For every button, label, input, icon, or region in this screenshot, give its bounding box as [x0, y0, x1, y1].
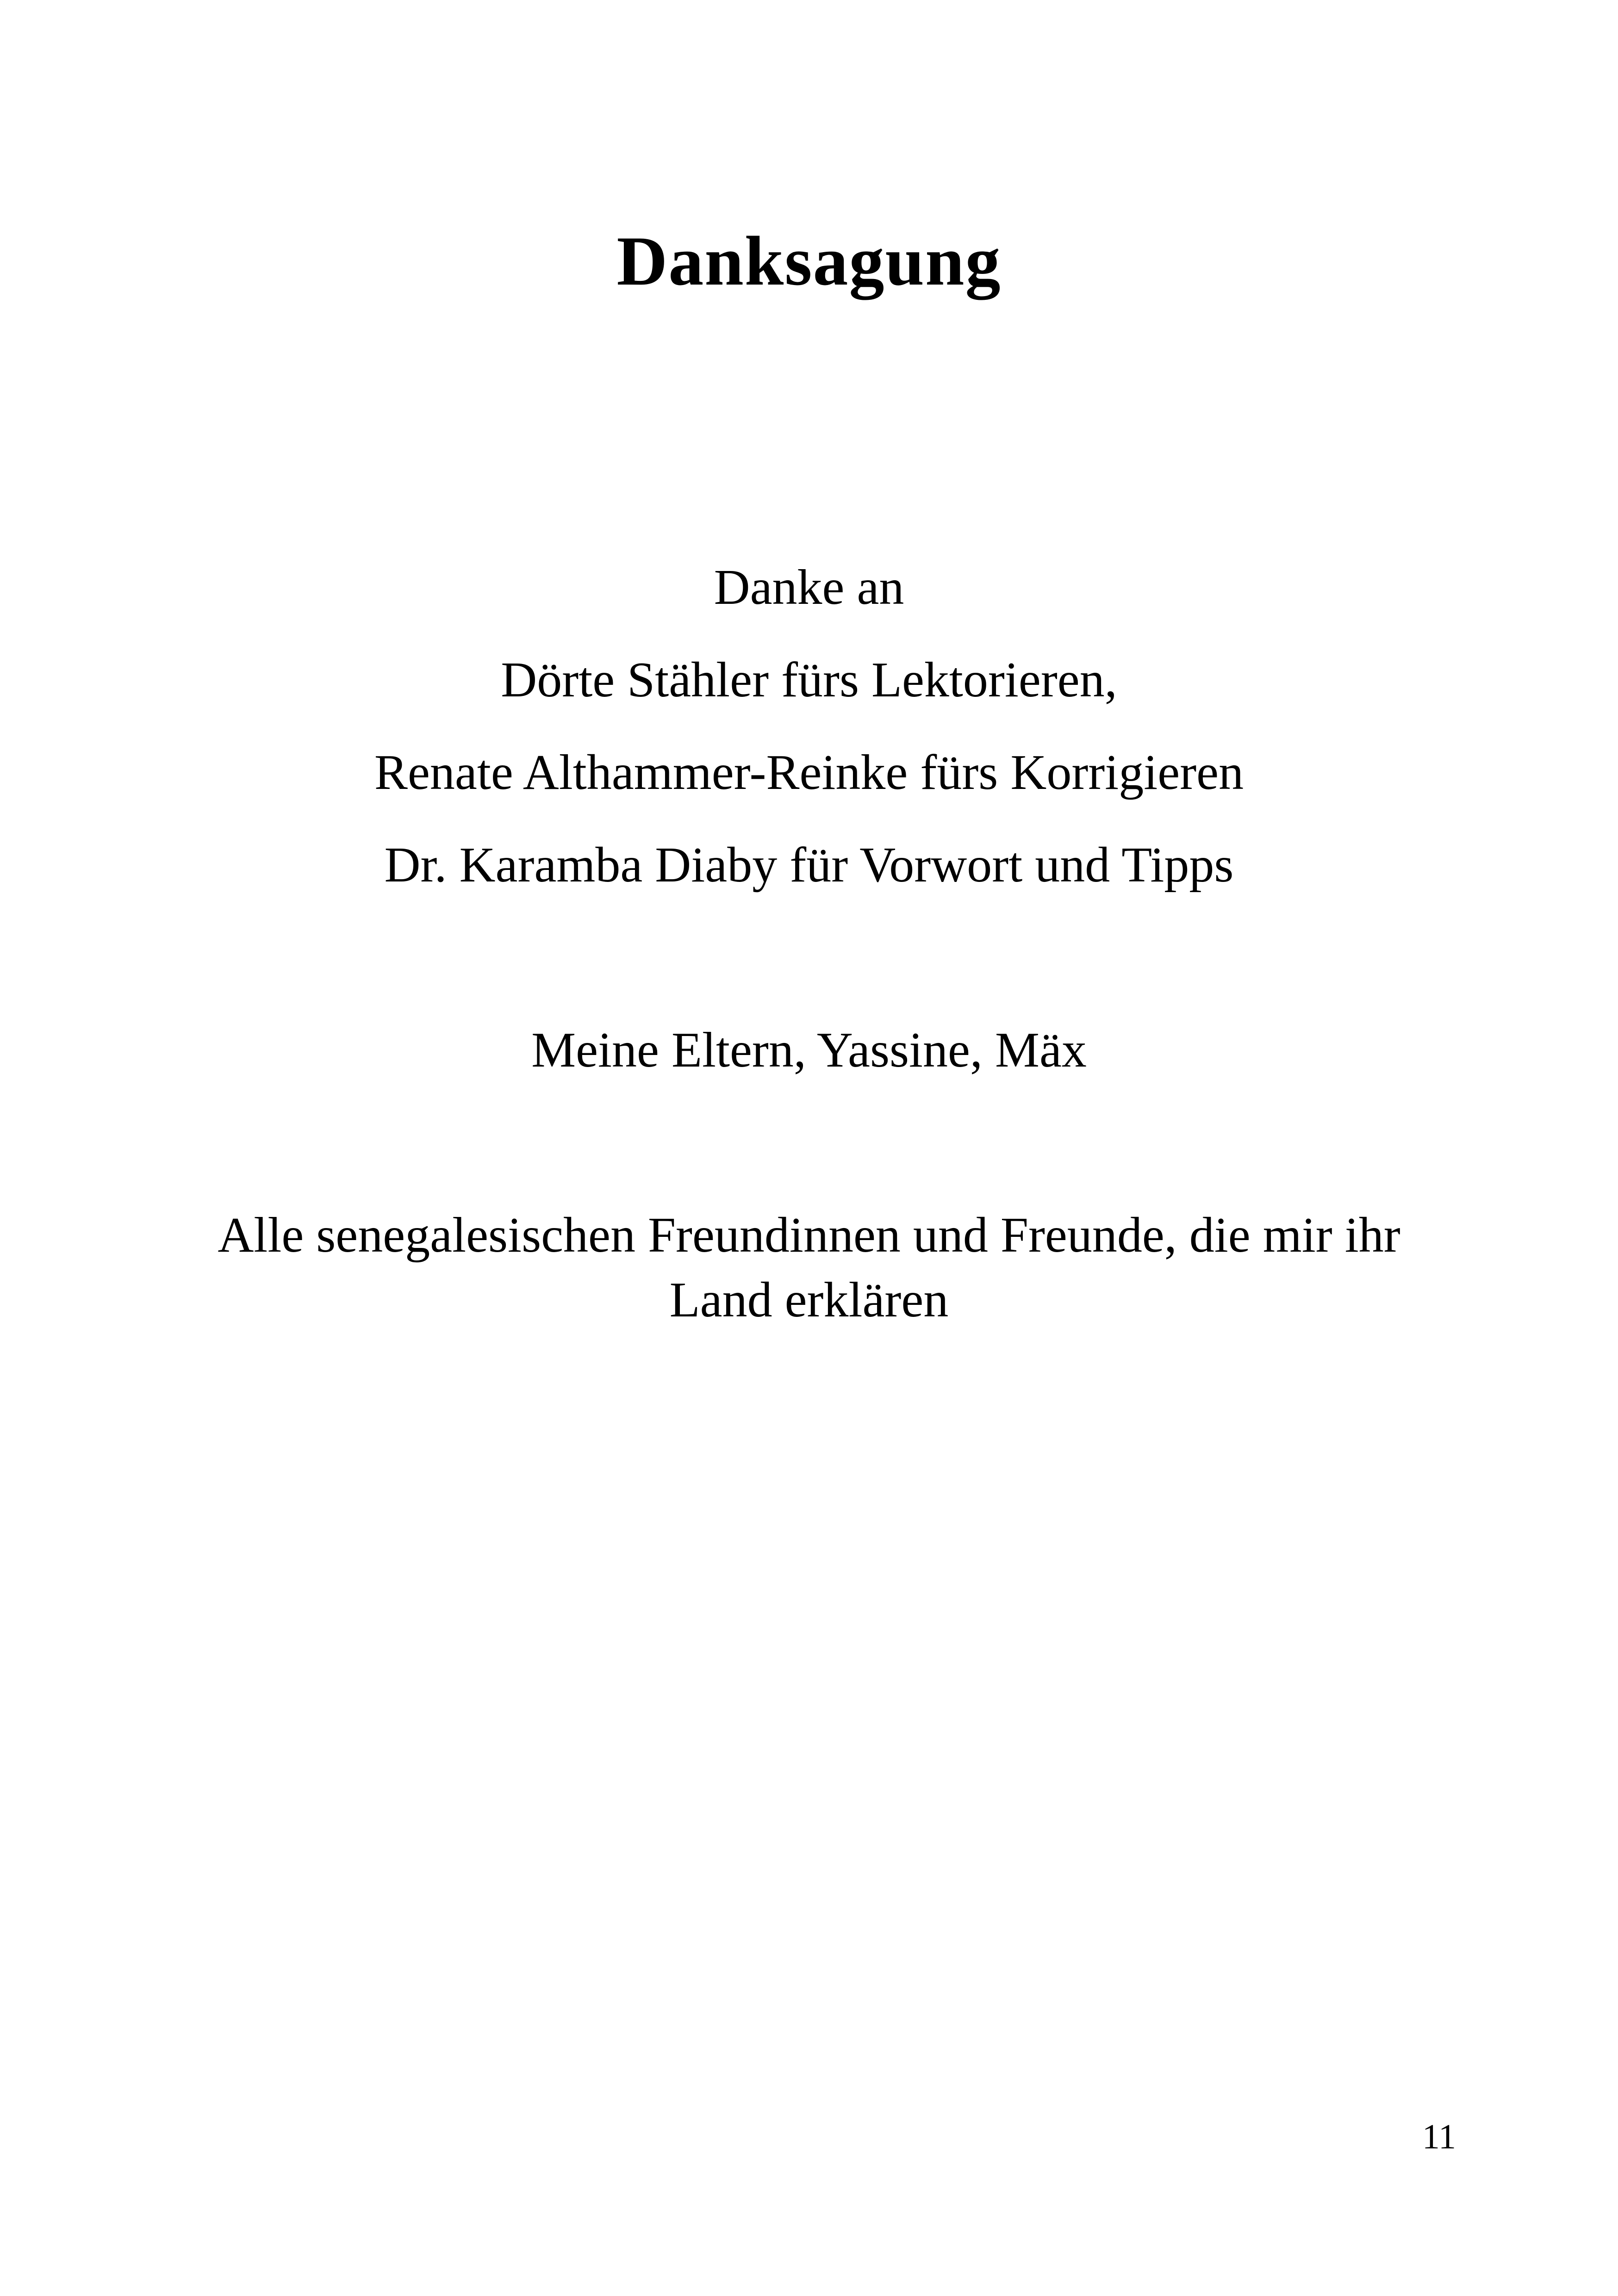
page-number: 11 [1422, 2117, 1456, 2156]
acknowledgement-line: Renate Althammer-Reinke fürs Korrigieren [374, 745, 1244, 800]
page-content [138, 0, 1480, 1333]
blank-line-spacer [138, 898, 1480, 1018]
acknowledgement-line: Danke an [714, 560, 904, 615]
acknowledgement-line: Dr. Karamba Diaby für Vorwort und Tipps [384, 838, 1234, 893]
blank-line-spacer [138, 1083, 1480, 1203]
acknowledgement-line: Meine Eltern, Yassine, Mäx [531, 1023, 1087, 1078]
acknowledgement-line: Dörte Stähler fürs Lektorieren, [501, 652, 1117, 707]
acknowledgement-line: Alle senegalesischen Freundinnen und Freunde, die mir ihr Land erklären [218, 1208, 1400, 1328]
page-title: Danksagung [616, 222, 1002, 300]
acknowledgement-block [138, 555, 1480, 1333]
